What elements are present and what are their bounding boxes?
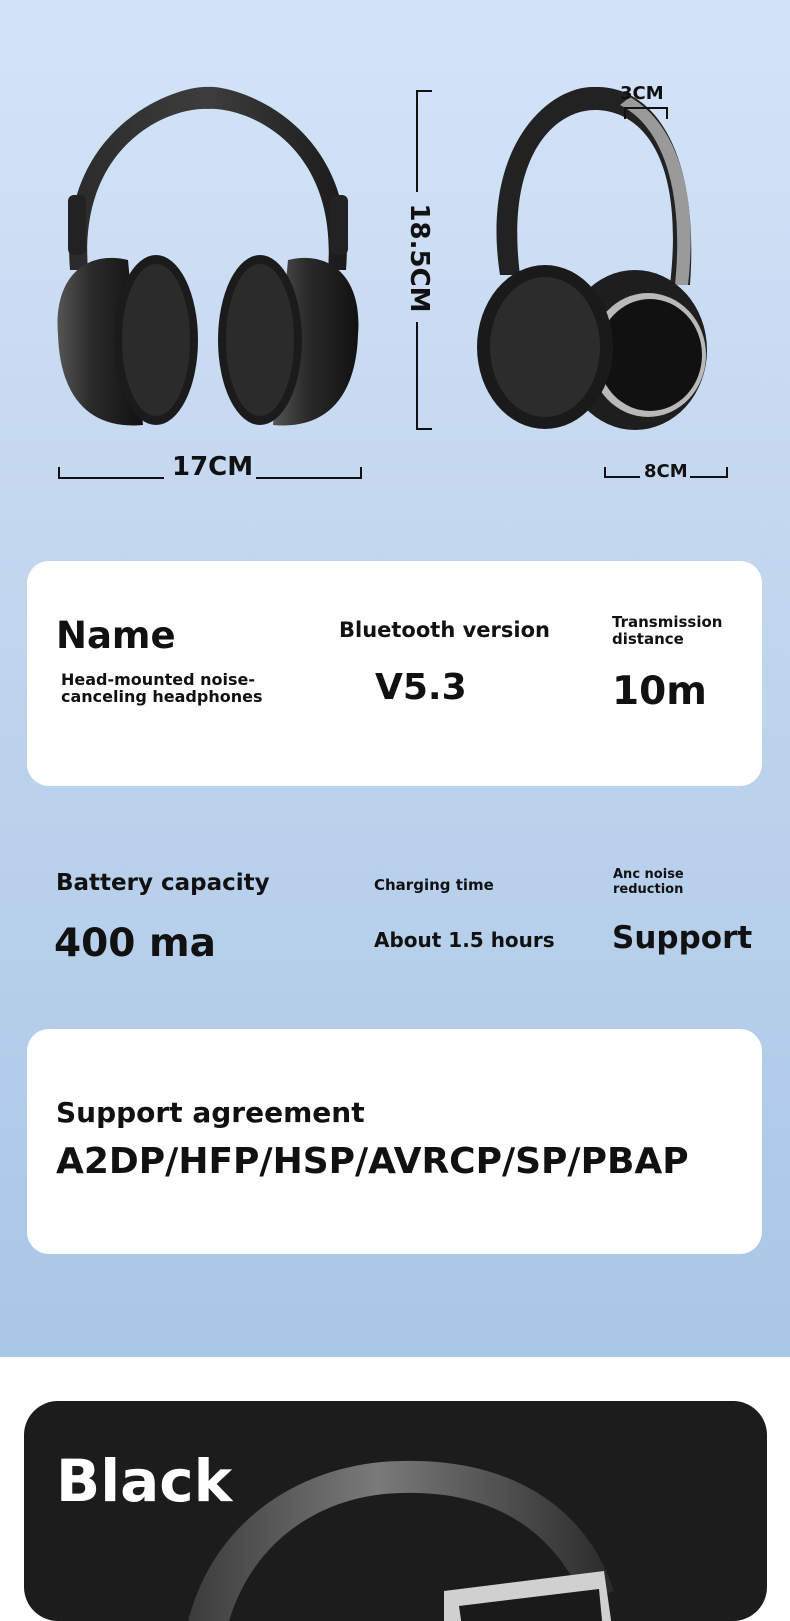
headphones-side-image [460,85,720,435]
depth-dimension-line-left [604,467,640,478]
width-dimension-line-right [256,467,362,479]
bluetooth-label: Bluetooth version [339,618,550,642]
name-label: Name [56,614,176,657]
name-value: Head-mounted noise-canceling headphones [61,670,263,706]
agreement-label: Support agreement [56,1096,365,1129]
agreement-value: A2DP/HFP/HSP/AVRCP/SP/PBAP [56,1141,689,1182]
charging-label: Charging time [374,876,494,894]
distance-value: 10m [612,669,707,714]
anc-value: Support [612,920,753,956]
color-name: Black [56,1447,233,1515]
charging-value: About 1.5 hours [374,928,555,952]
depth-dimension-label: 8CM [644,461,688,482]
depth-dimension-line-right [690,467,728,478]
spec-card-basic [27,561,762,786]
battery-value: 400 ma [54,921,216,966]
width-dimension-label: 17CM [172,452,254,482]
bluetooth-value: V5.3 [375,667,467,708]
spec-card-protocols [27,1029,762,1254]
thickness-dimension-label: 3CM [620,83,664,104]
height-dimension-line-top [416,90,432,192]
height-dimension-line-bottom [416,322,432,430]
anc-label: Anc noise reduction [613,867,684,897]
distance-label: Transmission distance [612,613,723,648]
width-dimension-line-left [58,467,164,479]
height-dimension-label: 18.5CM [404,203,434,313]
color-variant-card [24,1401,767,1621]
thickness-dimension-line [624,107,668,119]
battery-label: Battery capacity [56,870,270,896]
headphones-front-image [48,85,368,435]
